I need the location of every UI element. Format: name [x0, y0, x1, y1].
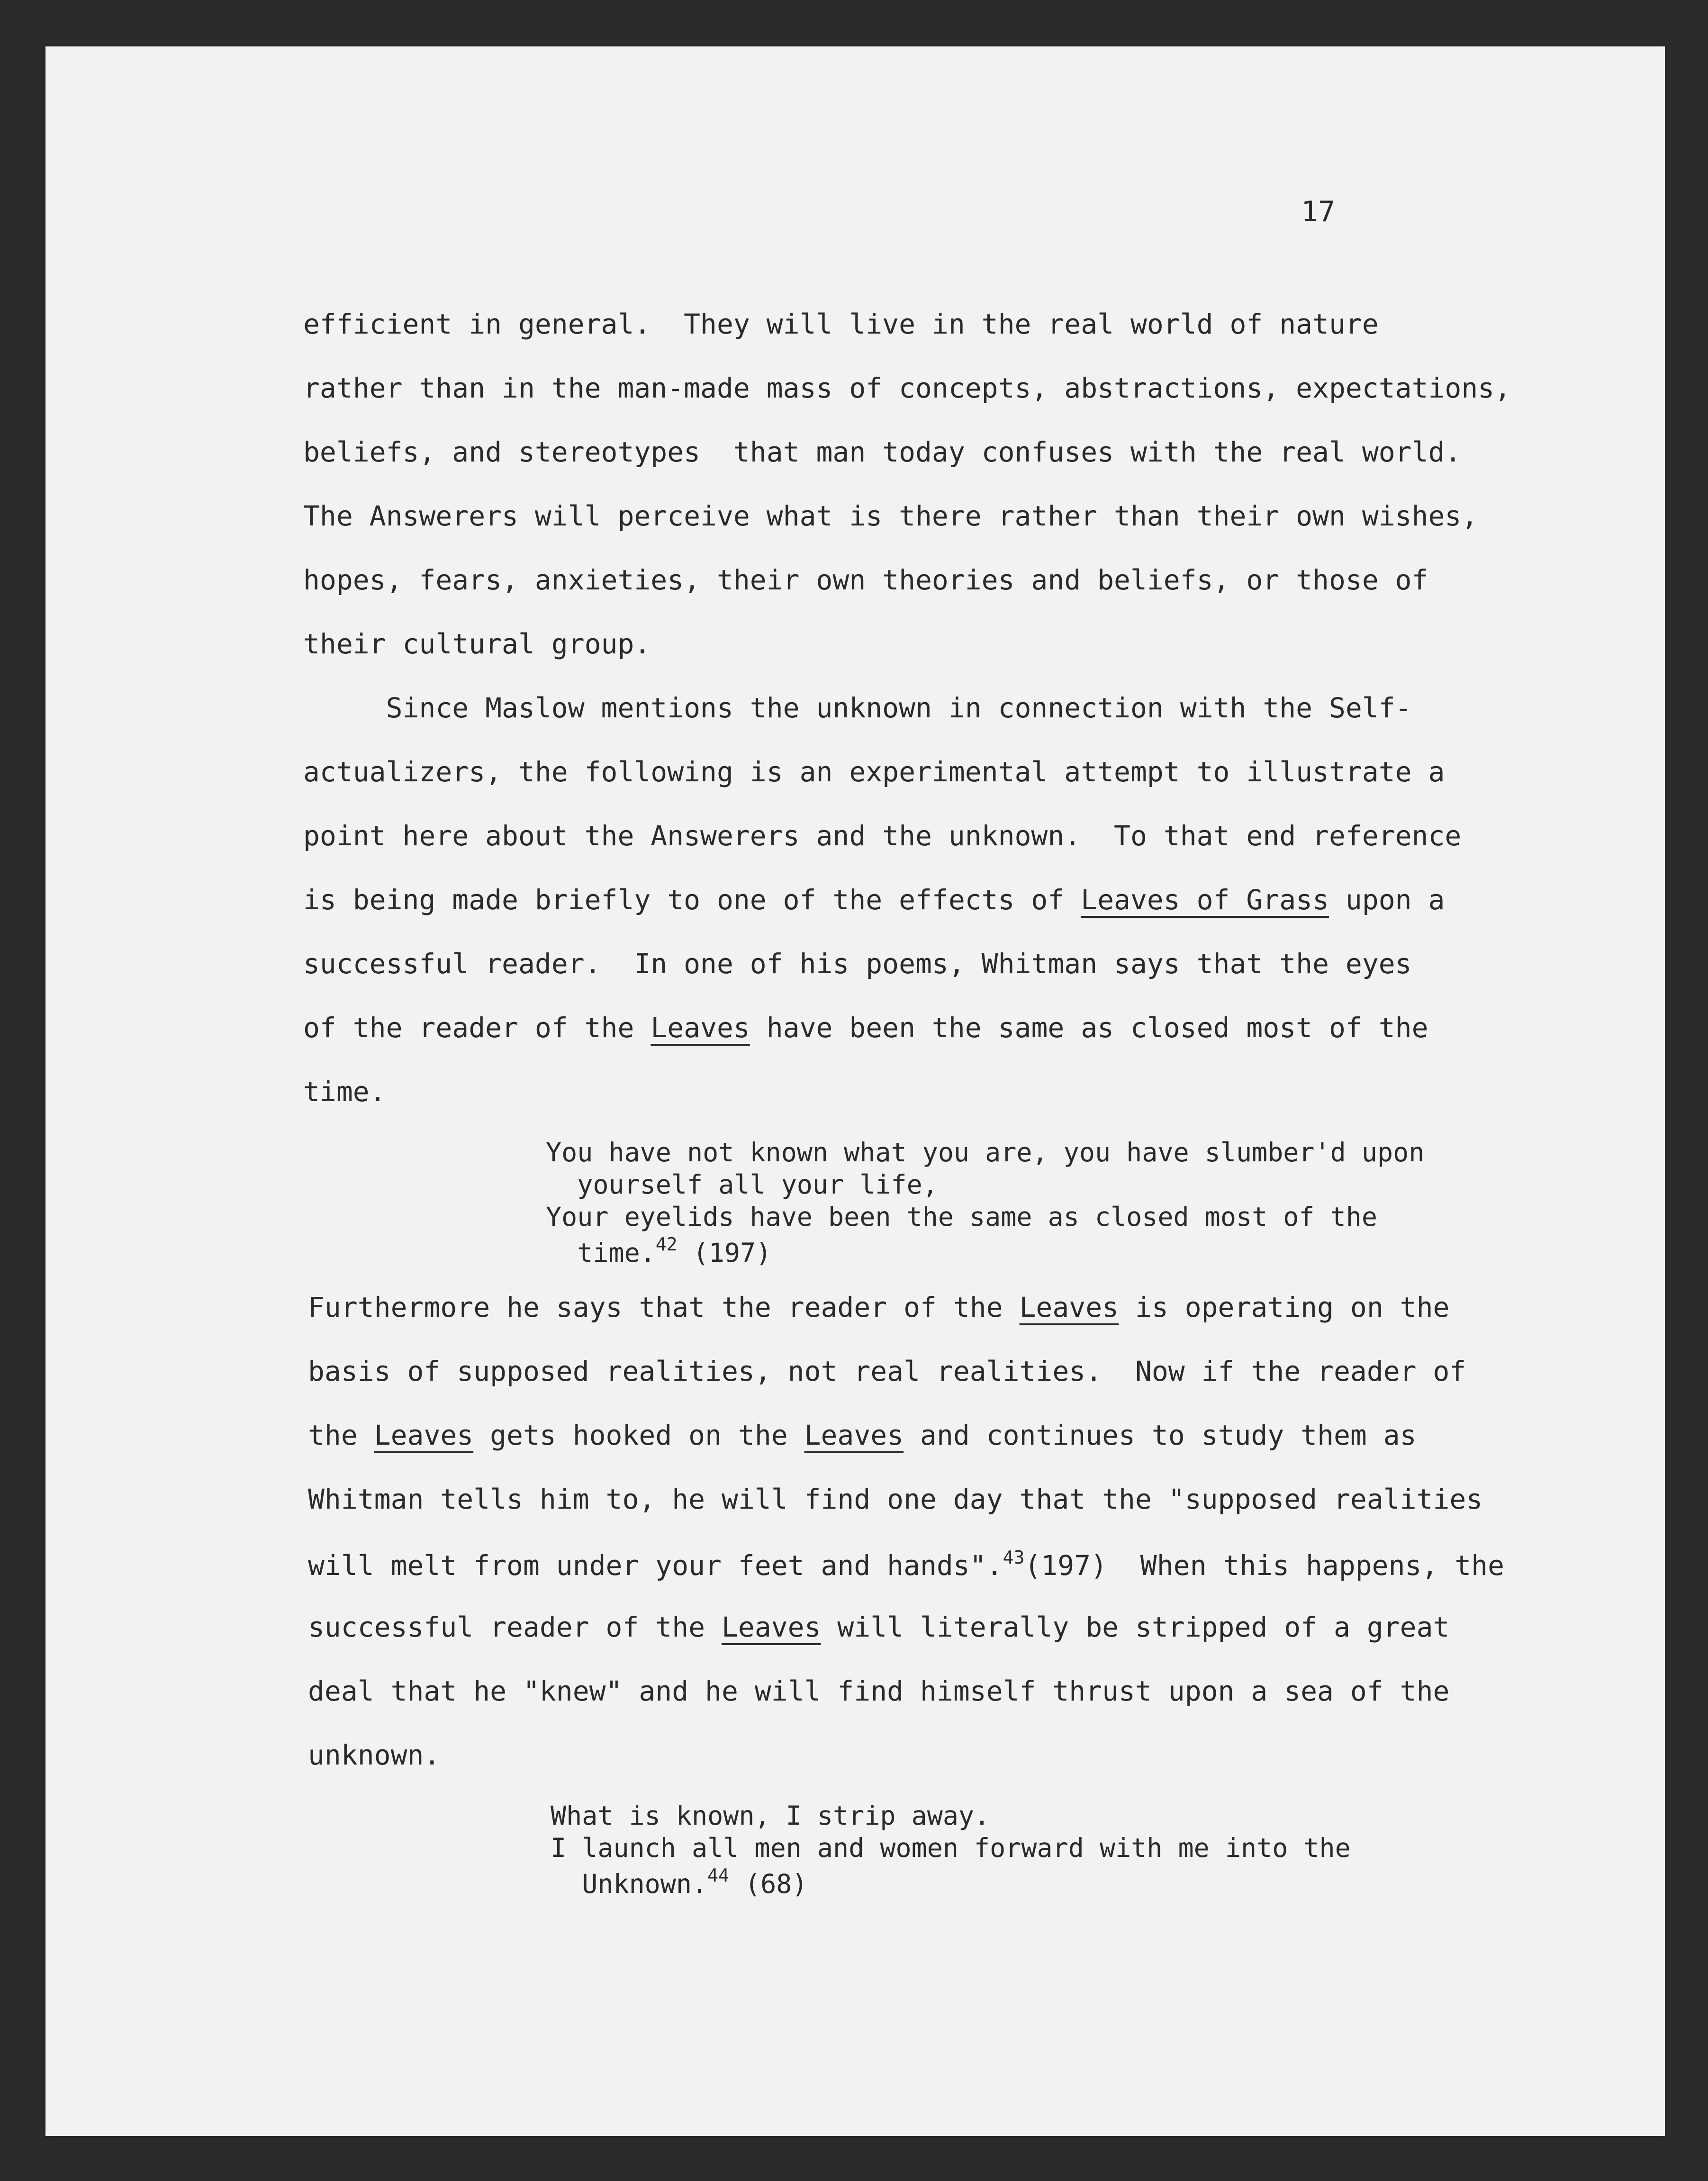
paragraph-1-line-5: hopes, fears, anxieties, their own theories and beliefs, or those of — [303, 564, 1428, 596]
quote-1-line-3: Your eyelids have been the same as closed most of the — [546, 1202, 1377, 1232]
paragraph-2-line-7: time. — [303, 1076, 386, 1108]
paragraph-1-line-4: The Answerers will perceive what is there rather than their own wishes, — [303, 500, 1478, 532]
paragraph-3-line-1: Furthermore he says that the reader of the Leaves is operating on the — [308, 1291, 1450, 1323]
quote-2-line-1: What is known, I strip away. — [551, 1801, 990, 1831]
quote-1-line-2: yourself all your life, — [546, 1169, 938, 1200]
paragraph-3-line-5: will melt from under your feet and hands".$^{43}$(197) When this happens, the — [308, 1547, 1505, 1582]
footnote-marker-44: 44 — [707, 1865, 729, 1886]
paragraph-1-line-3: beliefs, and stereotypes that man today confuses with the real world. — [303, 436, 1462, 468]
paragraph-3-line-3: the Leaves gets hooked on the Leaves and continues to study them as — [308, 1419, 1417, 1451]
book-title-leaves: Leaves — [804, 1419, 904, 1451]
paragraph-2-line-1: Since Maslow mentions the unknown in connection with the Self- — [303, 692, 1412, 724]
book-title-leaves-of-grass: Leaves of Grass — [1081, 884, 1329, 916]
paragraph-3-line-4: Whitman tells him to, he will find one day that the "supposed realities — [308, 1483, 1483, 1515]
quote-1-line-4: time.$^{42}$ (197) — [546, 1234, 772, 1268]
footnote-marker-42: 42 — [655, 1234, 678, 1255]
paragraph-1-line-2: rather than in the man-made mass of concepts, abstractions, expectations, — [303, 372, 1511, 404]
paragraph-2-line-6: of the reader of the Leaves have been the same as closed most of the — [303, 1012, 1428, 1044]
paragraph-3-line-2: basis of supposed realities, not real realities. Now if the reader of — [308, 1355, 1466, 1387]
paragraph-2-line-2: actualizers, the following is an experimental attempt to illustrate a — [303, 756, 1445, 788]
paragraph-3-line-6: successful reader of the Leaves will literally be stripped of a great — [308, 1611, 1450, 1643]
quote-1-line-1: You have not known what you are, you have slumber'd upon — [546, 1137, 1425, 1167]
quote-2-line-3: Unknown.$^{44}$ (68) — [551, 1865, 808, 1899]
paragraph-2-line-4: is being made briefly to one of the effects of Leaves of Grass upon a — [303, 884, 1445, 916]
footnote-marker-43: 43 — [1003, 1547, 1025, 1568]
paragraph-1-line-6: their cultural group. — [303, 628, 651, 660]
paragraph-2-line-3: point here about the Answerers and the unknown. To that end reference — [303, 820, 1462, 852]
paragraph-3-line-7: deal that he "knew" and he will find himself thrust upon a sea of the — [308, 1675, 1450, 1707]
paragraph-3-line-8: unknown. — [308, 1739, 441, 1771]
book-title-leaves: Leaves — [651, 1012, 750, 1044]
quote-2-line-2: I launch all men and women forward with me into the — [551, 1833, 1351, 1863]
page-number: 17 — [1301, 195, 1336, 228]
paragraph-1-line-1: efficient in general. They will live in the real world of nature — [303, 308, 1379, 340]
book-title-leaves: Leaves — [374, 1419, 474, 1451]
book-title-leaves: Leaves — [1019, 1291, 1119, 1323]
book-title-leaves: Leaves — [721, 1611, 821, 1643]
paragraph-2-line-5: successful reader. In one of his poems, Whitman says that the eyes — [303, 948, 1412, 980]
